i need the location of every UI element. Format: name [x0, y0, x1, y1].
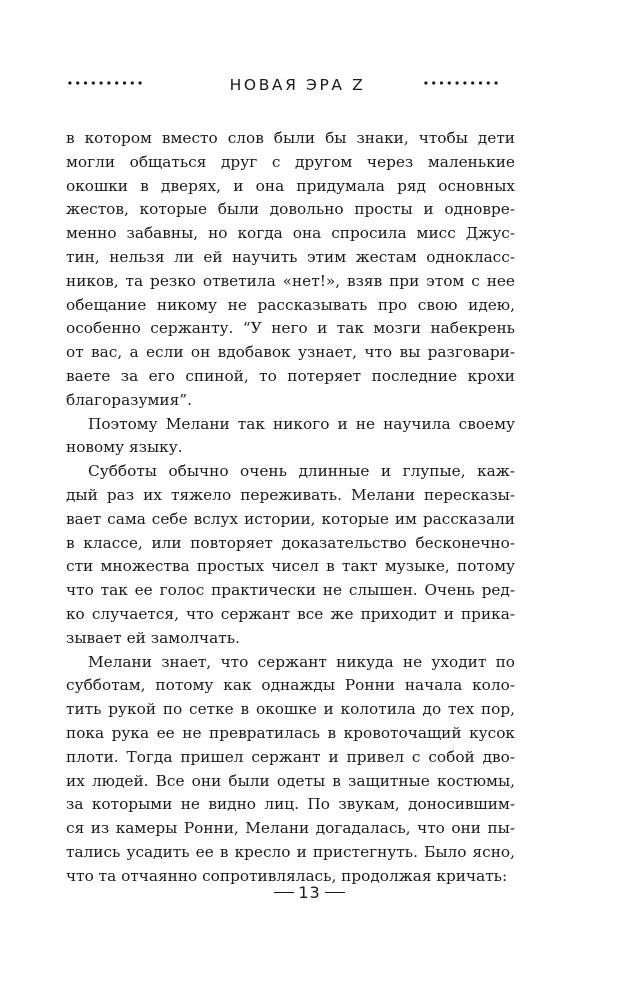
text-line: тить рукой по сетке в окошке и колотила до тех пор,	[66, 700, 515, 719]
paragraph	[66, 413, 515, 461]
text-line: обещание никому не рассказывать про свою идею,	[66, 295, 515, 314]
text-line: особенно сержанту. “У него и так мозги набекрень	[66, 319, 515, 338]
text-line: пока рука ее не превратилась в кровоточащий кусок	[66, 723, 515, 742]
text-line: от вас, а если он вдобавок узнает, что вы разговари-	[66, 343, 515, 362]
page-footer	[0, 880, 619, 904]
text-line: в котором вместо слов были бы знаки, чтобы дети	[66, 129, 515, 147]
text-line: ся из камеры Ронни, Мелани догадалась, что они пы-	[66, 819, 515, 838]
paragraph	[66, 651, 515, 889]
text-line: зывает ей замолчать.	[66, 628, 240, 647]
text-line: менно забавны, но когда она спросила мисс Джус-	[66, 224, 515, 243]
running-title: НОВАЯ ЭРА Z	[229, 76, 366, 94]
folio	[274, 883, 344, 902]
text-line: плоти. Тогда пришел сержант и привел с собой дво-	[66, 747, 515, 766]
text-line: могли общаться друг с другом через маленькие	[66, 152, 515, 171]
text-line: благоразумия”.	[66, 390, 192, 409]
text-line: дый раз их тяжело переживать. Мелани пересказы-	[66, 485, 515, 504]
body-text	[66, 127, 515, 889]
page-number: 13	[298, 882, 321, 902]
running-header	[0, 75, 619, 97]
text-line: ников, та резко ответила «нет!», взяв при этом с нее	[66, 271, 515, 290]
text-line: за которыми не видно лиц. По звукам, доносившим-	[66, 795, 515, 814]
text-line: вает сама себе вслух истории, которые им рассказали	[66, 509, 515, 528]
text-line: новому языку.	[66, 438, 183, 457]
text-line: тин, нельзя ли ей научить этим жестам однокласс-	[66, 247, 515, 266]
text-line: Мелани знает, что сержант никуда не уходит по	[88, 652, 515, 671]
text-line: что так ее голос практически не слышен. Очень ред-	[66, 581, 515, 600]
text-line: окошки в дверях, и она придумала ряд основных	[66, 176, 515, 195]
text-line: тались усадить ее в кресло и пристегнуть. Было ясно,	[66, 842, 515, 861]
text-line: что та отчаянно сопротивлялась, продолжая кричать:	[66, 866, 508, 885]
folio-dash-left	[274, 892, 294, 894]
text-line: в классе, или повторяет доказательство бесконечно-	[66, 533, 515, 552]
folio-dash-right	[325, 892, 345, 894]
text-line: сти множества простых чисел в такт музыке, потому	[66, 557, 515, 576]
text-line: жестов, которые были довольно просты и одновре-	[66, 200, 515, 219]
header-dots-left	[66, 79, 144, 87]
text-line: субботам, потому как однажды Ронни начала коло-	[66, 676, 515, 695]
header-dots-right	[422, 79, 500, 87]
text-line: Субботы обычно очень длинные и глупые, каж-	[88, 462, 515, 481]
text-line: ко случается, что сержант все же приходит и прика-	[66, 604, 515, 623]
paragraph	[66, 460, 515, 650]
paragraph	[66, 127, 515, 413]
text-line: ваете за его спиной, то потеряет последние крохи	[66, 366, 515, 385]
text-line: их людей. Все они были одеты в защитные костюмы,	[66, 771, 515, 790]
text-line: Поэтому Мелани так никого и не научила своему	[88, 414, 515, 433]
